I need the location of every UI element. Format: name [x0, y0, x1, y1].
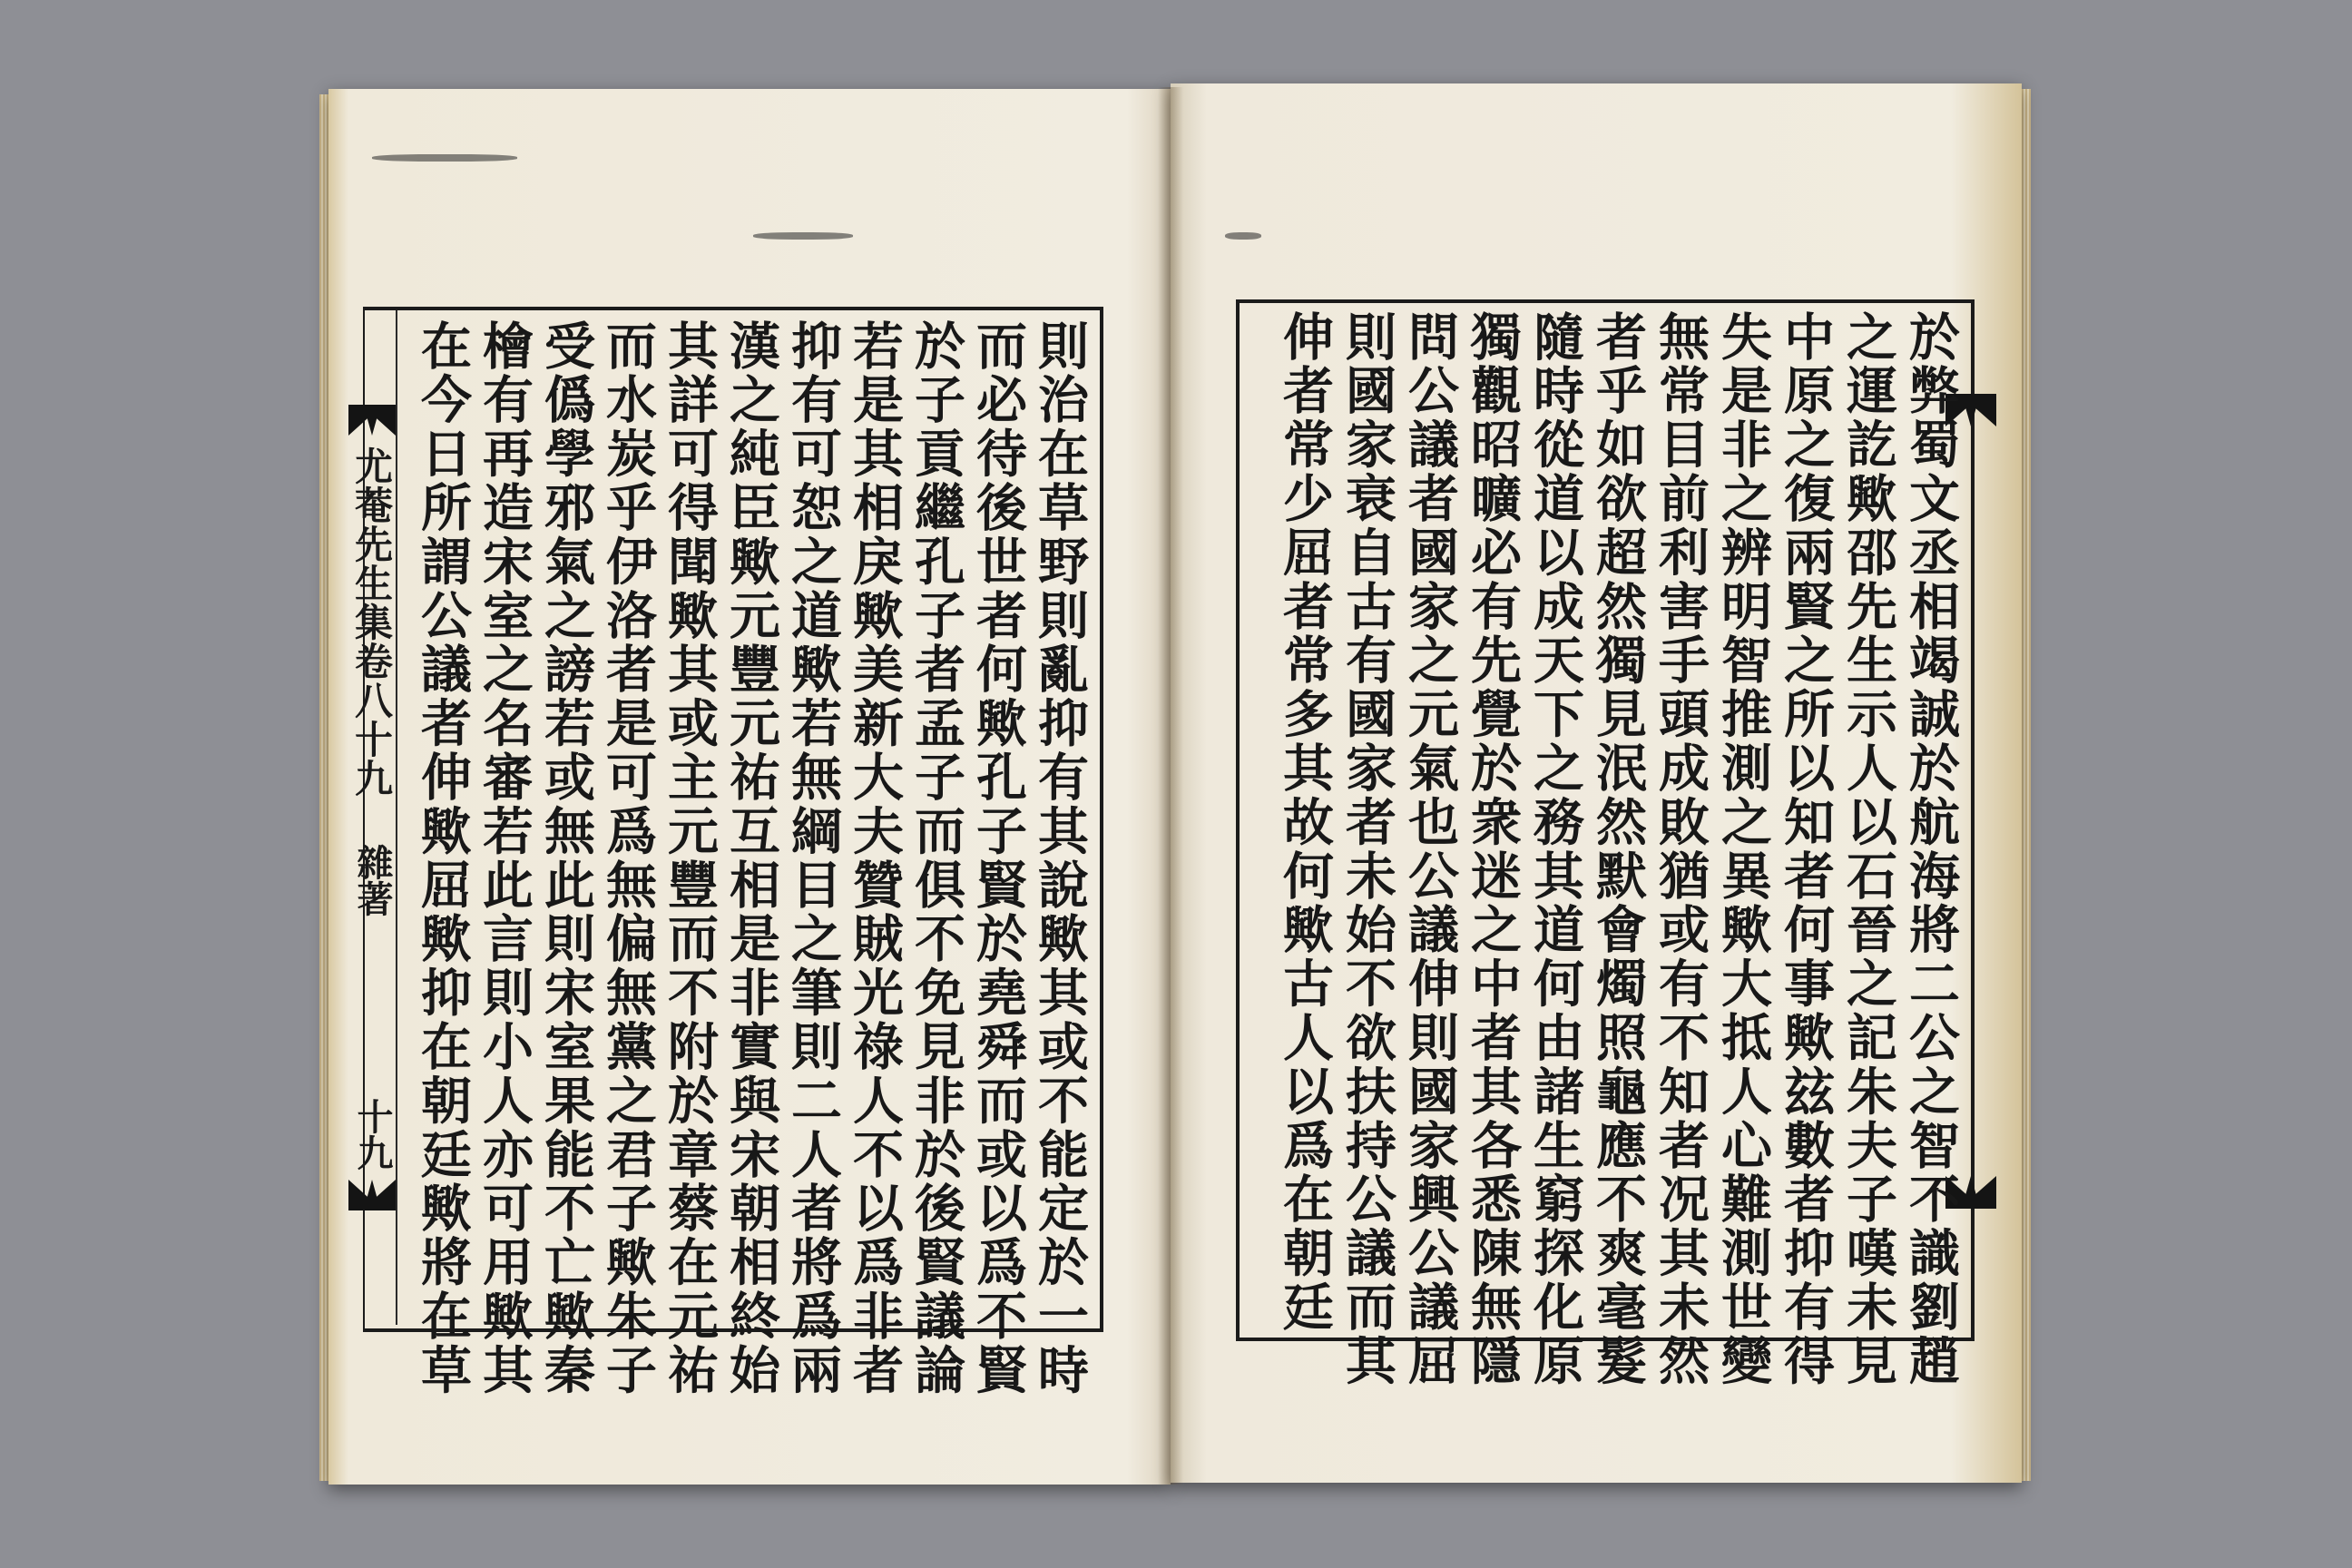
- ink-smudge: [1225, 232, 1261, 240]
- section-label: 雜著: [351, 844, 394, 916]
- right-col-1: 於弊蜀文丞相竭誠於航海將二公之智不識劉趙: [1901, 310, 1961, 1388]
- left-col-7: 其詳可得聞歟其或主元豐而不附於章蔡在元祐: [660, 319, 720, 1397]
- left-col-10: 檜有再造宋室之名審若此言則小人亦可用歟其: [475, 319, 534, 1397]
- left-col-5: 抑有可恕之道歟若無綱目之筆則二人者將爲兩: [783, 319, 843, 1397]
- ink-smudge: [372, 154, 517, 162]
- page-number: 十九: [351, 1098, 394, 1171]
- right-col-6: 者乎如欲超然獨見泯然默會燭照龜應不爽毫髮: [1588, 310, 1648, 1388]
- right-col-4: 失是非之辨明智推測之異歟大抵人心難測世變: [1713, 310, 1773, 1388]
- right-col-9: 問公議者國家之元氣也公議伸則國家興公議屈: [1400, 310, 1460, 1388]
- left-col-3: 於子貢繼孔子者孟子而俱不免見非於後賢議論: [906, 319, 966, 1397]
- left-col-1: 則治在草野則亂抑有其說歟其或不能定於一時: [1030, 319, 1090, 1397]
- right-col-7: 隨時從道以成天下之務其道何由諸生窮探化原: [1525, 310, 1585, 1388]
- fishtail-top-icon: [348, 405, 396, 436]
- right-col-3: 中原之復兩賢之所以知者何事歟玆數者抑有得: [1776, 310, 1836, 1388]
- left-col-9: 受僞學邪氣之謗若或無此則宋室果能不亡歟秦: [536, 319, 596, 1397]
- right-col-10: 則國家衰自古有國家者未始不欲扶持公議而其: [1338, 310, 1397, 1388]
- left-col-6: 漢之純臣歟元豐元祐互相是非實與宋朝相終始: [721, 319, 781, 1397]
- fishtail-bottom-icon: [348, 1180, 396, 1210]
- book-spine: [1158, 87, 1183, 1485]
- ink-smudge: [753, 232, 853, 240]
- book-title: 尤菴先生集卷八十九: [349, 446, 394, 798]
- right-col-11: 伸者常少屈者常多其故何歟古人以爲在朝廷: [1275, 310, 1335, 1335]
- left-col-2: 而必待後世者何歟孔子賢於堯舜而或以爲不賢: [968, 319, 1028, 1397]
- right-col-2: 之運訖歟邵先生示人以石晉之記朱夫子嘆未見: [1838, 310, 1898, 1388]
- left-col-8: 而水炭乎伊洛者是可爲無偏無黨之君子歟朱子: [598, 319, 658, 1397]
- center-margin-column: [345, 309, 401, 1325]
- left-col-11: 在今日所謂公議者伸歟屈歟抑在朝廷歟將在草: [413, 319, 473, 1397]
- right-col-8: 獨觀昭曠必有先覺於衆迷之中者其各悉陳無隱: [1463, 310, 1523, 1388]
- left-col-4: 若是其相戾歟美新大夫贊賊光祿人不以爲非者: [845, 319, 905, 1397]
- right-col-5: 無常目前利害手頭成敗猶或有不知者况其未然: [1651, 310, 1710, 1388]
- column-rule: [396, 310, 397, 1325]
